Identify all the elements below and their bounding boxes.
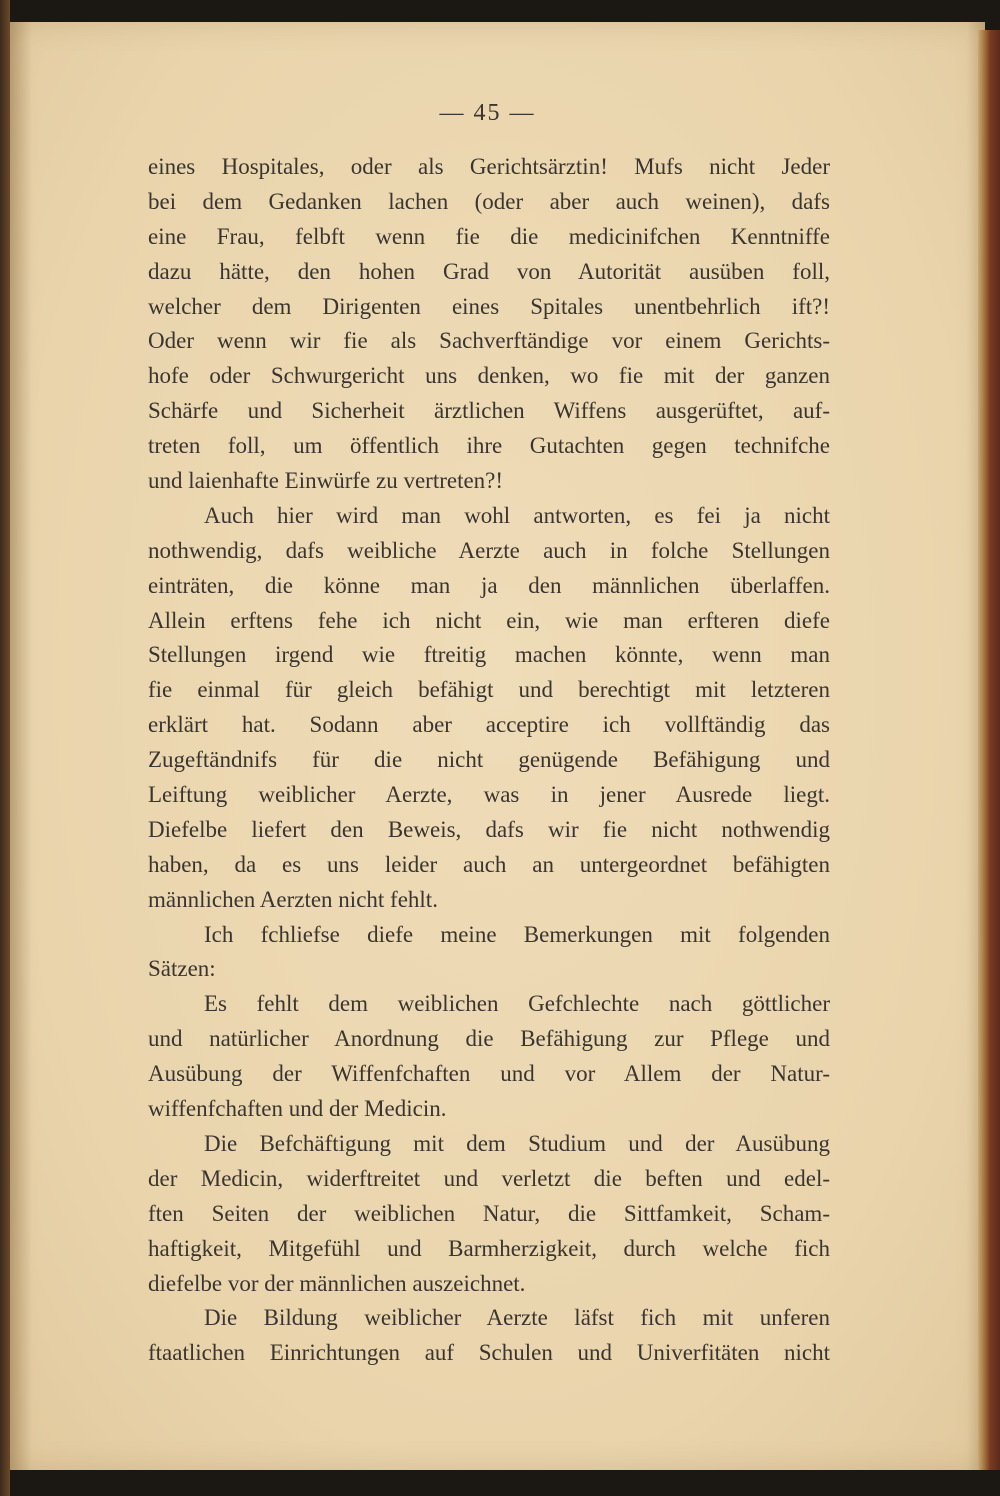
text-line: ftaatlichen Einrichtungen auf Schulen und Univerfitäten nicht <box>148 1340 830 1366</box>
text-line: Diefelbe liefert den Beweis, dafs wir fie nicht nothwendig <box>148 816 830 842</box>
text-line: treten foll, um öffentlich ihre Gutachten gegen technifche <box>148 433 830 459</box>
text-line: fie einmal für gleich befähigt und berechtigt mit letzteren <box>148 677 830 703</box>
text-line: haftigkeit, Mitgefühl und Barmherzigkeit, durch welche fich <box>148 1235 830 1261</box>
text-line: einträten, die könne man ja den männlichen überlaffen. <box>148 572 830 598</box>
text-line: dazu hätte, den hohen Grad von Autorität ausüben foll, <box>148 258 830 284</box>
text-line: Allein erftens fehe ich nicht ein, wie man erfteren diefe <box>148 607 830 633</box>
text-line: Ich fchliefse diefe meine Bemerkungen mit folgenden <box>204 921 830 947</box>
text-line: welcher dem Dirigenten eines Spitales unentbehrlich ift?! <box>148 293 830 319</box>
text-line: und natürlicher Anordnung die Befähigung zur Pflege und <box>148 1026 830 1052</box>
text-line: erklärt hat. Sodann aber acceptire ich vollftändig das <box>148 712 830 738</box>
text-line: Oder wenn wir fie als Sachverftändige vor einem Gerichts- <box>148 328 830 354</box>
text-line: nothwendig, dafs weibliche Aerzte auch in folche Stellungen <box>148 537 830 563</box>
text-line: eine Frau, felbft wenn fie die medicinifchen Kenntniffe <box>148 223 830 249</box>
text-line: Zugeftändnifs für die nicht genügende Befähigung und <box>148 747 830 773</box>
text-line: Die Bildung weiblicher Aerzte läfst fich mit unferen <box>204 1305 830 1331</box>
text-line: Auch hier wird man wohl antworten, es fei ja nicht <box>204 502 830 528</box>
text-line: Es fehlt dem weiblichen Gefchlechte nach göttlicher <box>204 991 830 1017</box>
text-line: Die Befchäftigung mit dem Studium und der Ausübung <box>204 1130 830 1156</box>
text-line: Schärfe und Sicherheit ärztlichen Wiffens ausgerüftet, auf- <box>148 398 830 424</box>
body-text <box>148 150 830 1371</box>
text-line: bei dem Gedanken lachen (oder aber auch weinen), dafs <box>148 188 830 214</box>
text-line: haben, da es uns leider auch an untergeordnet befähigten <box>148 851 830 877</box>
page-stack-edge <box>978 30 1000 1470</box>
text-line: eines Hospitales, oder als Gerichtsärztin! Mufs nicht Jeder <box>148 154 830 179</box>
text-line: Sätzen: <box>148 956 216 982</box>
text-line: Leiftung weiblicher Aerzte, was in jener Ausrede liegt. <box>148 782 830 808</box>
text-line: ften Seiten der weiblichen Natur, die Sittfamkeit, Scham- <box>148 1200 830 1226</box>
text-line: und laienhafte Einwürfe zu vertreten?! <box>148 468 504 494</box>
text-line: diefelbe vor der männlichen auszeichnet. <box>148 1270 526 1296</box>
text-line: wiffenfchaften und der Medicin. <box>148 1096 447 1122</box>
page-number: — 45 — <box>439 100 536 126</box>
text-line: hofe oder Schwurgericht uns denken, wo fie mit der ganzen <box>148 363 830 389</box>
text-line: Ausübung der Wiffenfchaften und vor Allem der Natur- <box>148 1061 830 1087</box>
book-page <box>10 22 985 1470</box>
binding-edge <box>0 0 10 1496</box>
text-line: Stellungen irgend wie ftreitig machen könnte, wenn man <box>148 642 830 668</box>
text-line: männlichen Aerzten nicht fehlt. <box>148 886 438 912</box>
text-line: der Medicin, widerftreitet und verletzt die beften und edel- <box>148 1165 830 1191</box>
